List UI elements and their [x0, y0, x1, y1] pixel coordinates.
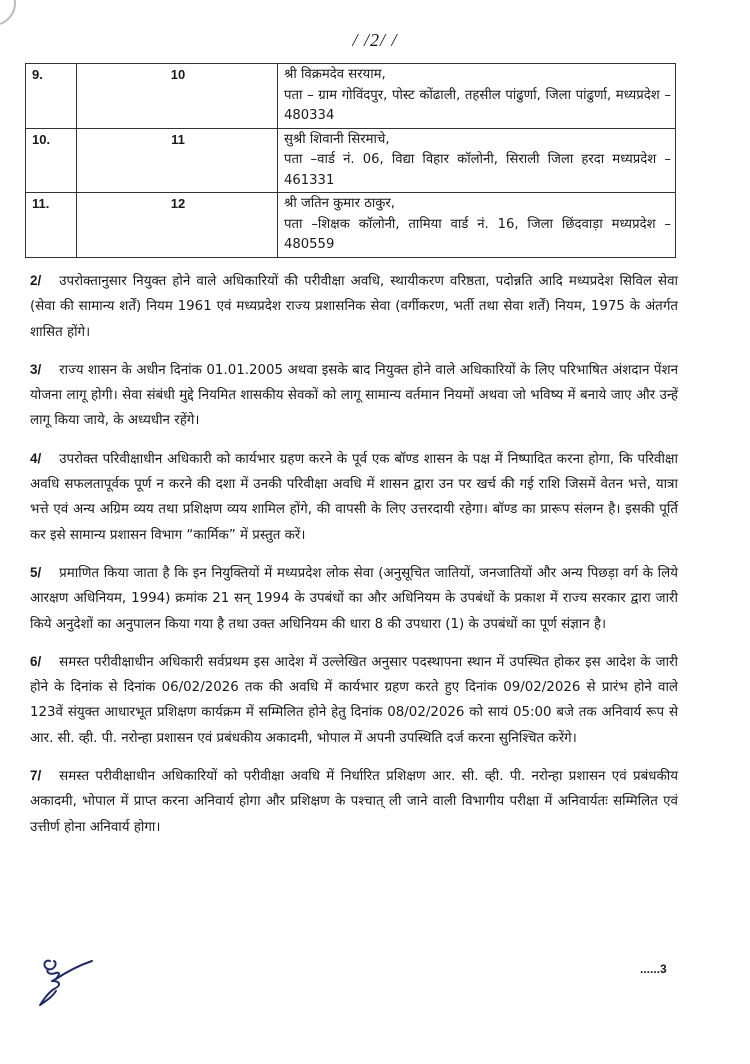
paragraph-number: 2/: [30, 273, 42, 288]
paragraph-5: [30, 560, 678, 637]
serial-number-cell: 10.: [26, 128, 77, 193]
paragraph-6: [30, 649, 678, 751]
paragraph-text: प्रमाणित किया जाता है कि इन नियुक्तियों में मध्यप्रदेश लोक सेवा (अनुसूचित जातियों, जनजातियों और अन्य पिछड़ा वर्ग के लिये आरक्षण अधिनियम, 1994) क्रमांक 21 सन् 1994 के उपबंधों का और अधिनियम के उपबंधों के प्रकाश में राज्य सरकार द्वारा जारी किये अनुदेशों का अनुपालन किया गया है तथा उक्त अधिनियम की धारा 8 की उपधारा (1) के उपबंधों का पूर्ण संज्ञान है।: [30, 565, 678, 632]
paragraph-number: 3/: [30, 361, 42, 377]
serial-number-cell: 9.: [26, 64, 77, 129]
table-row: [26, 193, 676, 258]
officer-name: सुश्री शिवानी सिरमाचे,: [284, 131, 390, 147]
paragraph-number: 4/: [30, 450, 42, 466]
paragraph-3: [30, 357, 678, 434]
paragraph-text: उपरोक्त परिवीक्षाधीन अधिकारी को कार्यभार ग्रहण करने के पूर्व एक बॉण्ड शासन के पक्ष में निष्पादित करना होगा, कि परिवीक्षा अवधि सफलतापूर्वक पूर्ण न करने की दशा में उनकी परिवीक्षा अवधि में शासन द्वारा उन पर खर्च की गई राशि जिसमें वेतन भत्ते, यात्रा भत्ते एवं अन्य अग्रिम व्यय तथा प्रशिक्षण व्यय शामिल होंगे, की वापसी के लिए उत्तरदायी रहेगा। बॉण्ड का प्रारूप संलग्न है। इसकी पूर्ति कर इसे सामान्य प्रशासन विभाग “कार्मिक” में प्रस्तुत करें।: [30, 451, 678, 543]
name-address-cell: [278, 193, 676, 258]
officer-address: पता –शिक्षक कॉलोनी, तामिया वार्ड नं. 16, जिला छिंदवाड़ा मध्यप्रदेश – 480559: [284, 216, 671, 252]
officer-address: पता – ग्राम गोविंदपुर, पोस्ट कोंढाली, तहसील पांढुर्णा, जिला पांढुर्णा, मध्यप्रदेश – 480334: [284, 87, 671, 123]
order-paragraphs: [30, 268, 678, 852]
continuation-marker: ......3: [640, 962, 667, 976]
table-row: [26, 128, 676, 193]
paragraph-number: 6/: [30, 653, 42, 669]
paragraph-text: समस्त परीवीक्षाधीन अधिकारी सर्वप्रथम इस आदेश में उल्लेखित अनुसार पदस्थापना स्थान में उपस्थित होकर इस आदेश के जारी होने के दिनांक से दिनांक 06/02/2026 तक की अवधि में कार्यभार ग्रहण करते हुए दिनांक 09/02/2026 से प्रारंभ होने वाले 123वें संयुक्त आधारभूत प्रशिक्षण कार्यक्रम में सम्मिलित होने हेतु दिनांक 08/02/2026 को सायं 05:00 बजे तक अनिवार्य रूप से आर. सी. व्ही. पी. नरोन्हा प्रशासन एवं प्रबंधकीय अकादमी, भोपाल में अपनी उपस्थिति दर्ज करना सुनिश्चित करेंगे।: [30, 654, 678, 746]
officer-name: श्री विक्रमदेव सरयाम,: [284, 67, 386, 82]
paragraph-4: [30, 446, 678, 548]
name-address-cell: [278, 64, 676, 129]
paragraph-2: [30, 268, 678, 345]
name-address-cell: [278, 128, 676, 193]
officer-address: पता –वार्ड नं. 06, विद्या विहार कॉलोनी, सिराली जिला हरदा मध्यप्रदेश – 461331: [284, 152, 671, 188]
merit-rank-cell: 10: [77, 64, 278, 129]
paragraph-number: 7/: [30, 768, 42, 784]
page-number-header: / /2/ /: [352, 30, 398, 50]
signature-initials: [36, 955, 106, 1015]
table-row: [26, 64, 676, 129]
officer-name: श्री जतिन कुमार ठाकुर,: [284, 196, 395, 211]
merit-rank-cell: 11: [77, 128, 278, 193]
paragraph-number: 5/: [30, 564, 42, 580]
scan-edge-mark: [0, 0, 16, 26]
serial-number-cell: 11.: [26, 193, 77, 258]
paragraph-text: समस्त परीवीक्षाधीन अधिकारियों को परीवीक्षा अवधि में निर्धारित प्रशिक्षण आर. सी. व्ही. पी. नरोन्हा प्रशासन एवं प्रबंधकीय अकादमी, भोपाल में प्राप्त करना अनिवार्य होगा और प्रशिक्षण के पश्चात् ली जाने वाली विभागीय परीक्षा में अनिवार्यतः सम्मिलित एवं उत्तीर्ण होना अनिवार्य होगा।: [30, 769, 678, 835]
paragraph-text: राज्य शासन के अधीन दिनांक 01.01.2005 अथवा इसके बाद नियुक्त होने वाले अधिकारियों के लिए परिभाषित अंशदान पेंशन योजना लागू होगी। सेवा संबंधी मुद्दे नियमित शासकीय सेवकों को लागू सामान्य वर्तमान नियमों अथवा जो भविष्य में बनाये जाए और उन्हें लागू किया जाये, के अध्यधीन रहेंगे।: [30, 362, 678, 429]
merit-rank-cell: 12: [77, 193, 278, 258]
appointment-table: [25, 63, 676, 258]
paragraph-7: [30, 763, 678, 840]
paragraph-text: उपरोक्तानुसार नियुक्त होने वाले अधिकारियों की परीवीक्षा अवधि, स्थायीकरण वरिष्ठता, पदोन्नति आदि मध्यप्रदेश सिविल सेवा (सेवा की सामान्य शर्तें) नियम 1961 एवं मध्यप्रदेश राज्य प्रशासनिक सेवा (वर्गीकरण, भर्ती तथा सेवा शर्तें) नियम, 1975 के अंतर्गत शासित होंगे।: [30, 274, 678, 340]
